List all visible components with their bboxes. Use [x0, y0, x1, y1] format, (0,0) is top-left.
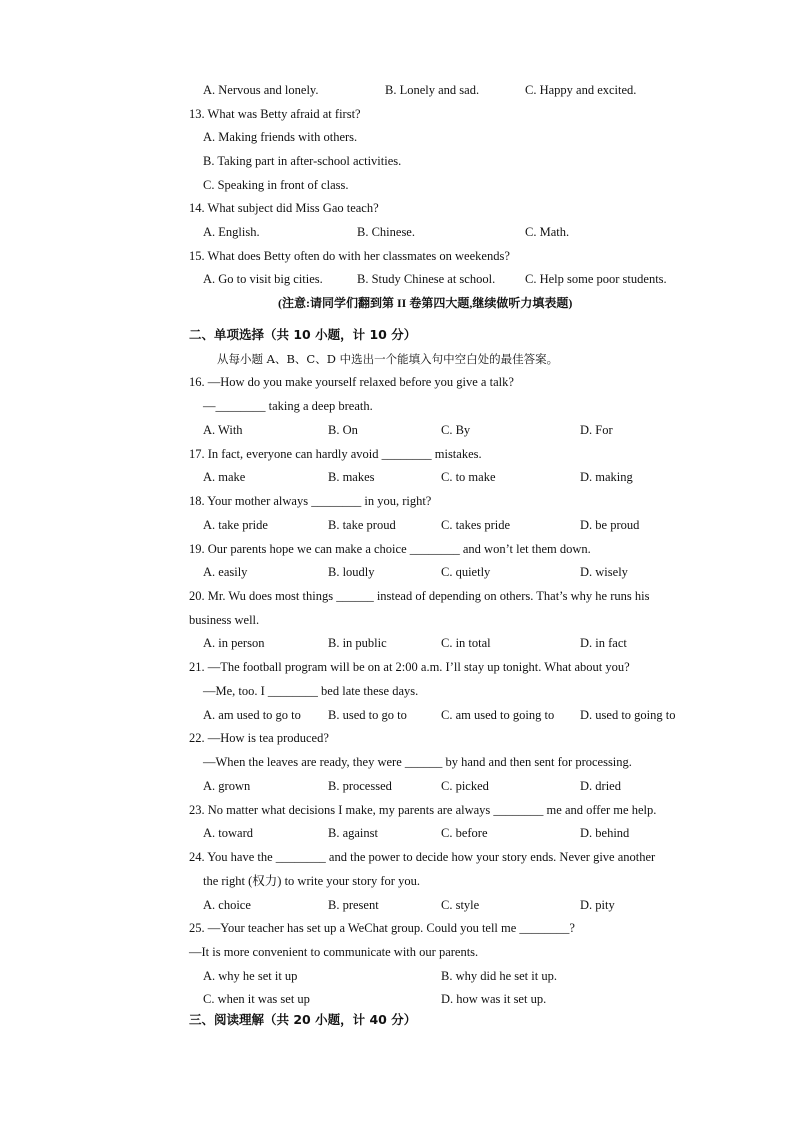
q24-option-a: A. choice [203, 898, 251, 912]
q20-option-a: A. in person [203, 636, 265, 650]
question-25-stem: 25. —Your teacher has set up a WeChat group. Could you tell me ________? [189, 921, 575, 935]
q20-option-b: B. in public [328, 636, 387, 650]
option-c: C. Happy and excited. [525, 83, 637, 97]
q18-option-a: A. take pride [203, 518, 268, 532]
question-16-stem: 16. —How do you make yourself relaxed before you give a talk? [189, 375, 514, 389]
question-16-line2: —________ taking a deep breath. [203, 399, 373, 413]
q13-option-b: B. Taking part in after-school activities. [203, 154, 402, 168]
q25-option-b: B. why did he set it up. [441, 969, 557, 983]
q17-option-a: A. make [203, 470, 246, 484]
question-17-stem: 17. In fact, everyone can hardly avoid ________ mistakes. [189, 447, 482, 461]
question-20-line2: business well. [189, 613, 260, 627]
question-15-stem: 15. What does Betty often do with her classmates on weekends? [189, 249, 510, 263]
q19-option-a: A. easily [203, 565, 248, 579]
question-18-stem: 18. Your mother always ________ in you, right? [189, 494, 432, 508]
question-14-stem: 14. What subject did Miss Gao teach? [189, 201, 379, 215]
q23-option-a: A. toward [203, 826, 253, 840]
q24-option-b: B. present [328, 898, 379, 912]
q21-option-c: C. am used to going to [441, 708, 555, 722]
q24-option-d: D. pity [580, 898, 615, 912]
q17-option-d: D. making [580, 470, 633, 484]
question-21-stem: 21. —The football program will be on at 2:00 a.m. I’ll stay up tonight. What about you? [189, 660, 630, 674]
question-21-line2: —Me, too. I ________ bed late these days. [203, 684, 419, 698]
listening-notice: (注意:请同学们翻到第 II 卷第四大题,继续做听力填表题) [278, 296, 573, 310]
q16-option-d: D. For [580, 423, 613, 437]
section-3-title: 三、阅读理解（共 20 小题，计 40 分） [189, 1012, 417, 1027]
q23-option-d: D. behind [580, 826, 630, 840]
q19-option-b: B. loudly [328, 565, 375, 579]
q14-option-b: B. Chinese. [357, 225, 415, 239]
q16-option-c: C. By [441, 423, 471, 437]
question-24-line2: the right (权力) to write your story for you. [203, 874, 420, 888]
q16-option-a: A. With [203, 423, 243, 437]
q13-option-c: C. Speaking in front of class. [203, 178, 349, 192]
q25-option-d: D. how was it set up. [441, 992, 547, 1006]
q23-option-c: C. before [441, 826, 488, 840]
q14-option-a: A. English. [203, 225, 260, 239]
q15-option-b: B. Study Chinese at school. [357, 272, 496, 286]
q21-option-a: A. am used to go to [203, 708, 301, 722]
q22-option-c: C. picked [441, 779, 489, 793]
question-24-stem: 24. You have the ________ and the power to decide how your story ends. Never give another [189, 850, 656, 864]
question-23-stem: 23. No matter what decisions I make, my parents are always ________ me and offer me help. [189, 803, 657, 817]
q20-option-d: D. in fact [580, 636, 627, 650]
q20-option-c: C. in total [441, 636, 491, 650]
q21-option-b: B. used to go to [328, 708, 407, 722]
q19-option-d: D. wisely [580, 565, 628, 579]
q15-option-a: A. Go to visit big cities. [203, 272, 323, 286]
q24-option-c: C. style [441, 898, 480, 912]
section-2-instruction: 从每小题 A、B、C、D 中选出一个能填入句中空白处的最佳答案。 [217, 352, 559, 366]
q21-option-d: D. used to going to [580, 708, 676, 722]
q16-option-b: B. On [328, 423, 358, 437]
q18-option-d: D. be proud [580, 518, 640, 532]
section-2-title: 二、单项选择（共 10 小题，计 10 分） [189, 327, 417, 342]
q17-option-b: B. makes [328, 470, 375, 484]
q15-option-c: C. Help some poor students. [525, 272, 667, 286]
question-25-line2: —It is more convenient to communicate with our parents. [189, 945, 479, 959]
q25-option-c: C. when it was set up [203, 992, 310, 1006]
q19-option-c: C. quietly [441, 565, 491, 579]
q18-option-c: C. takes pride [441, 518, 511, 532]
q14-option-c: C. Math. [525, 225, 570, 239]
question-20-stem: 20. Mr. Wu does most things ______ instead of depending on others. That’s why he runs his [189, 589, 650, 603]
q17-option-c: C. to make [441, 470, 496, 484]
option-b: B. Lonely and sad. [385, 83, 480, 97]
question-22-stem: 22. —How is tea produced? [189, 731, 329, 745]
q23-option-b: B. against [328, 826, 378, 840]
q13-option-a: A. Making friends with others. [203, 130, 358, 144]
q18-option-b: B. take proud [328, 518, 396, 532]
question-19-stem: 19. Our parents hope we can make a choice ________ and won’t let them down. [189, 542, 591, 556]
q25-option-a: A. why he set it up [203, 969, 298, 983]
option-a: A. Nervous and lonely. [203, 83, 319, 97]
question-13-stem: 13. What was Betty afraid at first? [189, 107, 361, 121]
q22-option-d: D. dried [580, 779, 621, 793]
q22-option-b: B. processed [328, 779, 392, 793]
question-22-line2: —When the leaves are ready, they were ______ by hand and then sent for processing. [203, 755, 632, 769]
q22-option-a: A. grown [203, 779, 251, 793]
